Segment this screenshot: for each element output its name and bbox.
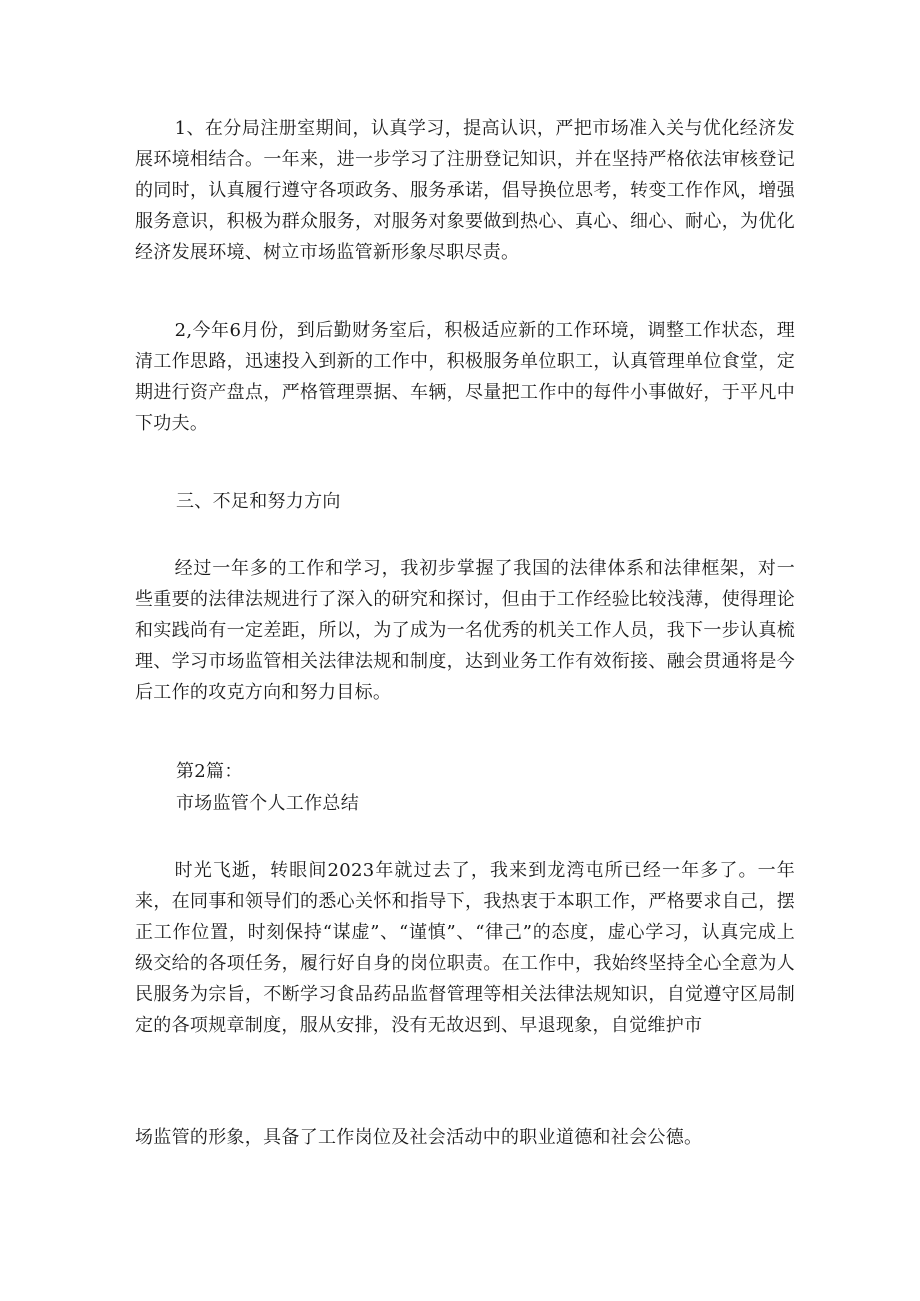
paragraph-registration-office: 1、在分局注册室期间，认真学习，提高认识，严把市场准入关与优化经济发展环境相结合。一年来，进一步学习了注册登记知识，并在坚持严格依法审核登记的同时，认真履行遵守各项政务、服务承诺，倡导换位思考，转变工作作风，增强服务意识，积极为群众服务，对服务对象要做到热心、真心、细心、耐心，为优化经济发展环境、树立市场监管新形象尽职尽责。 bbox=[135, 118, 795, 263]
article-title: 市场监管个人工作总结 bbox=[176, 793, 359, 814]
paragraph-summary-continued: 场监管的形象，具备了工作岗位及社会活动中的职业道德和社会公德。 bbox=[135, 1127, 703, 1148]
paragraph-summary-intro: 时光飞逝，转眼间2023年就过去了，我来到龙湾屯所已经一年多了。一年来，在同事和领导们的悉心关怀和指导下，我热衷于本职工作，严格要求自己，摆正工作位置，时刻保持“谋虚”、“谨慎”、“律己”的态度，虚心学习，认真完成上级交给的各项任务，履行好自身的岗位职责。在工作中，我始终坚持全心全意为人民服务为宗旨，不断学习食品药品监督管理等相关法律法规知识，自觉遵守区局制定的各项规章制度，服从安排，没有无故迟到、早退现象，自觉维护市 bbox=[135, 860, 795, 1036]
paragraph-finance-office: 2,今年6月份，到后勤财务室后，积极适应新的工作环境，调整工作状态，理清工作思路，迅速投入到新的工作中，积极服务单位职工，认真管理单位食堂，定期进行资产盘点，严格管理票据、车辆，尽量把工作中的每件小事做好，于平凡中下功夫。 bbox=[135, 320, 795, 434]
paragraph-shortcomings: 经过一年多的工作和学习，我初步掌握了我国的法律体系和法律框架，对一些重要的法律法规进行了深入的研究和探讨，但由于工作经验比较浅薄，使得理论和实践尚有一定差距，所以，为了成为一名优秀的机关工作人员，我下一步认真梳理、学习市场监管相关法律法规和制度，达到业务工作有效衔接、融会贯通将是今后工作的攻克方向和努力目标。 bbox=[135, 558, 795, 703]
section-heading-shortcomings: 三、不足和努力方向 bbox=[176, 491, 341, 512]
article-number-heading: 第2篇： bbox=[176, 761, 243, 782]
